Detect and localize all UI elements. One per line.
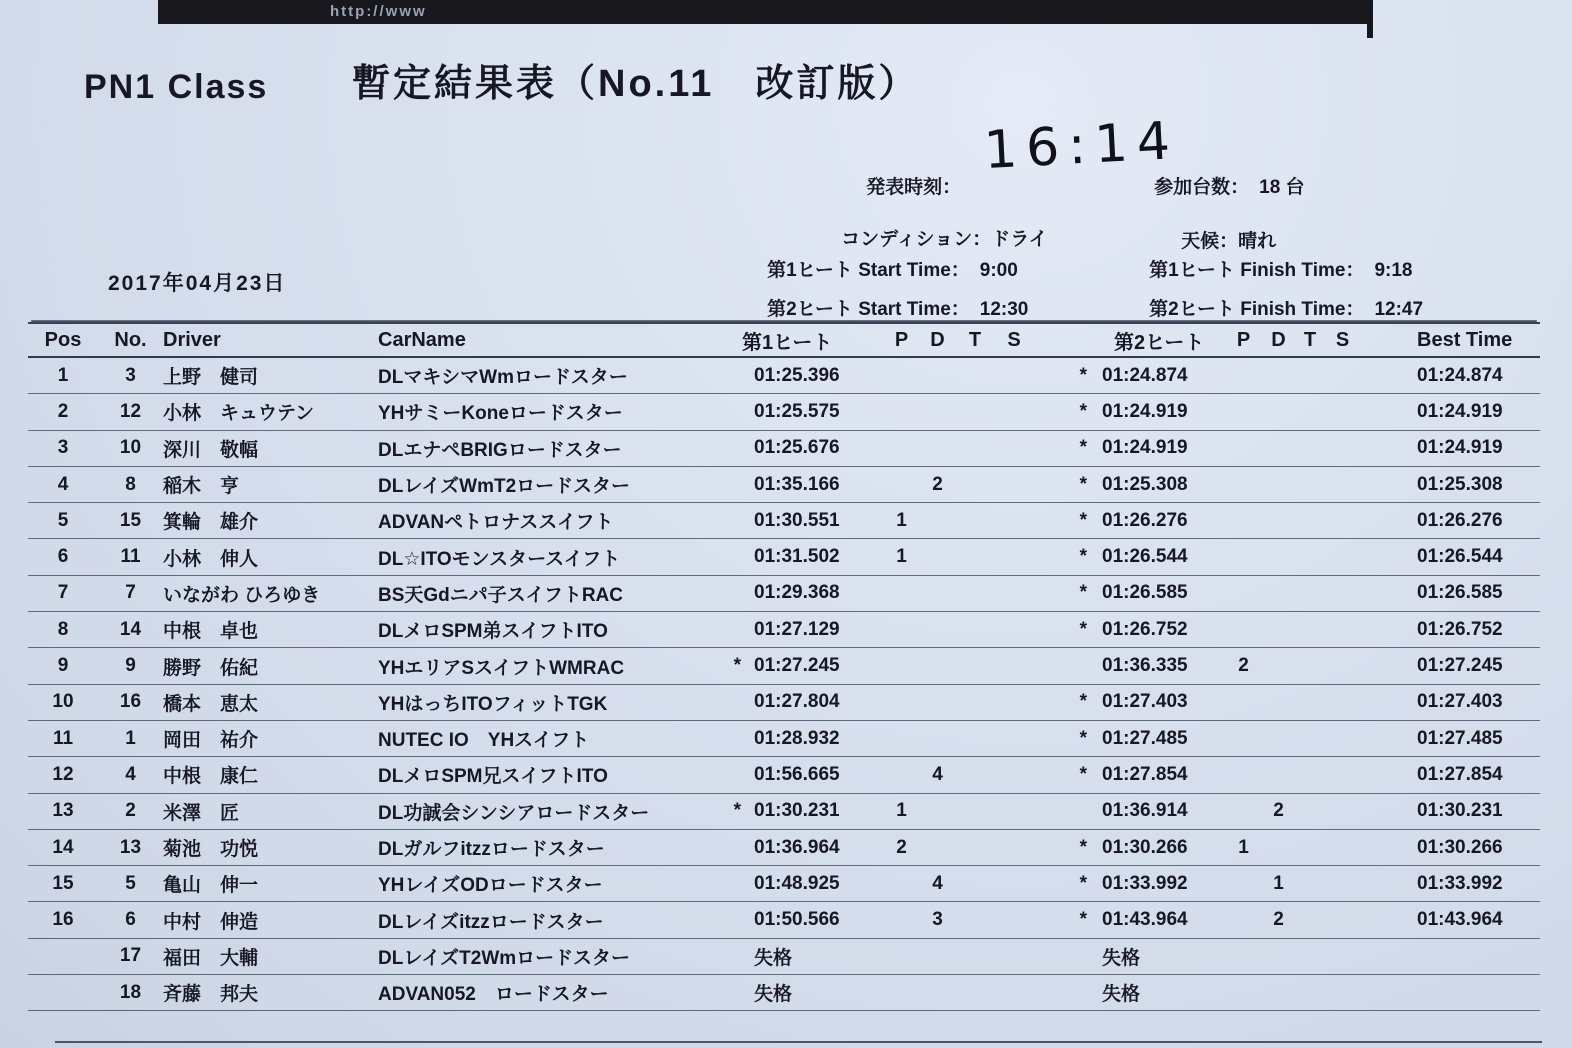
cell-heat1-time: 01:35.166 <box>754 473 840 495</box>
cell-heat2-time: 失格 <box>1102 947 1141 969</box>
cell-pos: 5 <box>57 509 69 531</box>
table-row <box>28 866 1540 902</box>
header-carname: CarName <box>378 328 466 351</box>
cell-heat1-time: 01:30.551 <box>754 509 840 531</box>
cell-driver: 亀山 伸一 <box>163 875 259 897</box>
cell-pos: 8 <box>57 618 69 640</box>
table-row <box>28 576 1540 612</box>
cell-no: 11 <box>120 546 141 568</box>
cell-no: 6 <box>125 909 136 931</box>
cell-pos: 11 <box>52 727 74 749</box>
cell-best-time: 01:26.544 <box>1417 546 1503 568</box>
cell-carname: NUTEC IO YHスイフト <box>378 730 590 752</box>
cell-no: 2 <box>125 800 136 822</box>
header-heat1-p: P <box>894 328 909 351</box>
cell-driver: 斉藤 邦夫 <box>163 984 259 1006</box>
banner-url-text: http://www <box>330 3 427 20</box>
header-no: No. <box>114 328 147 351</box>
cell-heat1-time: 01:28.932 <box>754 727 840 749</box>
heat2-finish-value: 12:47 <box>1374 299 1424 320</box>
cell-heat2-time: 01:33.992 <box>1102 872 1188 894</box>
header-heat1-t: T <box>968 328 982 351</box>
cell-carname: ADVAN052 ロードスター <box>378 984 609 1006</box>
cell-pos: 7 <box>57 582 69 604</box>
heat2-finish-label: 第2ヒート Finish Time： <box>1149 299 1365 320</box>
cell-heat2-best-mark: * <box>1079 582 1087 604</box>
cell-best-time: 01:24.874 <box>1417 364 1503 386</box>
table-row <box>28 902 1540 938</box>
cell-no: 9 <box>125 655 136 677</box>
cell-no: 4 <box>125 763 136 785</box>
table-row <box>28 757 1540 793</box>
cell-driver: いながわ ひろゆき <box>163 584 321 606</box>
cell-carname: DL功誠会シンシアロードスター <box>378 802 650 824</box>
table-row <box>28 358 1540 394</box>
heat1-finish-value: 9:18 <box>1374 260 1413 281</box>
cell-best-time: 01:25.308 <box>1417 473 1503 495</box>
cell-heat2-best-mark: * <box>1079 763 1087 785</box>
cell-heat1-p: 1 <box>896 800 907 822</box>
cell-carname: BS天Gdニパ子スイフトRAC <box>378 584 623 606</box>
page-title: 暫定結果表（No.11 改訂版） <box>352 63 920 105</box>
cell-driver: 中根 康仁 <box>163 766 259 788</box>
cell-heat2-time: 01:26.544 <box>1102 546 1188 568</box>
table-row <box>28 503 1540 539</box>
cell-heat1-time: 01:29.368 <box>754 582 840 604</box>
cell-heat2-best-mark: * <box>1079 618 1087 640</box>
cell-heat2-time: 01:27.485 <box>1102 727 1188 749</box>
cell-no: 5 <box>125 872 136 894</box>
cell-heat1-d: 4 <box>932 872 943 894</box>
cell-carname: DLレイズT2Wmロードスター <box>378 947 630 969</box>
results-rows <box>28 358 1540 1011</box>
cell-driver: 上野 健司 <box>163 367 259 389</box>
cell-carname: YHレイズODロードスター <box>378 875 603 897</box>
cell-carname: DLガルフitzzロードスター <box>378 839 605 860</box>
cell-heat1-d: 4 <box>932 763 943 785</box>
cell-no: 13 <box>119 836 142 858</box>
cell-best-time: 01:27.485 <box>1417 727 1503 749</box>
cell-driver: 菊池 功悦 <box>163 839 259 860</box>
header-heat2-s: S <box>1335 328 1350 351</box>
cell-best-time: 01:26.276 <box>1417 509 1503 531</box>
cell-heat2-time: 01:25.308 <box>1102 473 1188 495</box>
cell-heat2-best-mark: * <box>1079 727 1087 749</box>
cell-heat2-best-mark: * <box>1079 909 1087 931</box>
cell-no: 7 <box>125 582 136 604</box>
cell-best-time: 01:24.919 <box>1417 400 1503 422</box>
cell-heat2-time: 01:24.919 <box>1102 437 1188 459</box>
cell-driver: 深川 敬幅 <box>163 439 259 461</box>
table-row <box>28 394 1540 430</box>
cell-pos: 4 <box>57 473 69 495</box>
cell-heat1-time: 01:25.676 <box>754 437 840 459</box>
header-heat1: 第1ヒート <box>742 331 833 354</box>
cell-pos: 2 <box>57 400 69 422</box>
condition-value: ドライ <box>991 229 1048 250</box>
header-heat2-t: T <box>1303 328 1317 351</box>
entries-value: 18 台 <box>1259 177 1305 198</box>
cell-carname: DLメロSPM弟スイフトITO <box>378 621 608 643</box>
cell-heat2-d: 2 <box>1273 909 1284 931</box>
table-header-row <box>28 324 1540 358</box>
cell-heat1-time: 失格 <box>754 984 793 1006</box>
cell-best-time: 01:26.752 <box>1417 618 1503 640</box>
heat1-finish-label: 第1ヒート Finish Time： <box>1149 260 1365 281</box>
cell-heat2-time: 01:26.276 <box>1102 509 1188 531</box>
table-row <box>28 431 1540 467</box>
cell-heat2-time: 01:26.585 <box>1102 582 1188 604</box>
cell-driver: 米澤 匠 <box>163 802 240 824</box>
cell-driver: 橋本 恵太 <box>163 693 259 715</box>
table-row <box>28 648 1540 684</box>
weather-value: 晴れ <box>1238 231 1277 252</box>
cell-pos: 3 <box>57 437 69 459</box>
cell-heat2-time: 01:36.914 <box>1102 800 1188 822</box>
cell-carname: ADVANペトロナススイフト <box>378 512 614 534</box>
cell-best-time: 01:27.854 <box>1417 763 1503 785</box>
cell-carname: DLメロSPM兄スイフトITO <box>378 766 608 788</box>
cell-pos: 12 <box>52 763 74 785</box>
cell-heat1-time: 失格 <box>754 947 793 969</box>
cell-best-time: 01:43.964 <box>1417 909 1503 931</box>
cell-heat2-time: 01:30.266 <box>1102 836 1188 858</box>
cell-no: 12 <box>119 400 142 422</box>
cell-heat2-time: 01:24.874 <box>1102 364 1188 386</box>
cell-no: 18 <box>119 981 142 1003</box>
cell-carname: DL☆ITOモンスタースイフト <box>378 548 621 570</box>
header-driver: Driver <box>163 328 221 351</box>
table-row <box>28 539 1540 575</box>
table-row <box>28 612 1540 648</box>
cell-heat2-time: 01:27.854 <box>1102 763 1188 785</box>
condition-label: コンディション： <box>841 229 992 250</box>
cell-heat1-d: 3 <box>932 909 943 931</box>
cell-best-time: 01:24.919 <box>1417 437 1503 459</box>
cell-heat1-time: 01:48.925 <box>754 872 840 894</box>
cell-heat1-time: 01:27.804 <box>754 691 840 713</box>
cell-heat1-time: 01:25.396 <box>754 364 840 386</box>
cell-heat2-best-mark: * <box>1079 509 1087 531</box>
cell-heat1-best-mark: * <box>733 800 741 822</box>
cell-heat1-time: 01:25.575 <box>754 400 840 422</box>
cell-pos: 16 <box>52 909 74 931</box>
cell-carname: DLエナペBRIGロードスター <box>378 439 622 461</box>
cell-pos: 1 <box>57 364 69 386</box>
cell-pos: 15 <box>52 872 74 894</box>
cell-driver: 岡田 祐介 <box>163 730 259 752</box>
weather-label: 天候： <box>1181 231 1239 252</box>
cell-heat2-d: 1 <box>1273 872 1284 894</box>
cell-pos: 9 <box>57 655 69 677</box>
cell-best-time: 01:27.403 <box>1417 691 1503 713</box>
cell-heat1-best-mark: * <box>733 655 741 677</box>
cell-heat2-best-mark: * <box>1079 473 1087 495</box>
announce-time-handwritten: 16:14 <box>982 110 1181 182</box>
heat2-start-label: 第2ヒート Start Time： <box>767 299 970 320</box>
header-heat2-d: D <box>1271 328 1286 351</box>
cell-heat2-time: 失格 <box>1102 984 1141 1006</box>
table-row <box>28 939 1540 975</box>
heat1-start-label: 第1ヒート Start Time： <box>767 260 970 281</box>
cell-no: 1 <box>125 727 136 749</box>
cell-no: 17 <box>119 945 142 967</box>
cell-heat1-p: 1 <box>896 509 907 531</box>
table-row <box>28 467 1540 503</box>
cell-best-time: 01:27.245 <box>1417 655 1503 677</box>
event-date: 2017年04月23日 <box>108 272 287 295</box>
header-pos: Pos <box>44 328 82 351</box>
cell-driver: 勝野 佑紀 <box>163 657 259 679</box>
cell-carname: DLマキシマWmロードスター <box>378 367 628 389</box>
cell-driver: 中根 卓也 <box>163 621 259 643</box>
header-heat1-s: S <box>1007 328 1021 351</box>
cell-pos: 13 <box>52 800 74 822</box>
cell-best-time: 01:30.266 <box>1417 836 1503 858</box>
header-heat1-d: D <box>930 328 945 351</box>
cell-driver: 福田 大輔 <box>163 947 259 969</box>
cell-pos: 6 <box>57 546 69 568</box>
cell-heat2-p: 1 <box>1238 836 1249 858</box>
table-row <box>28 830 1540 866</box>
cell-heat1-time: 01:27.245 <box>754 655 840 677</box>
table-row <box>28 721 1540 757</box>
announce-time-label: 発表時刻： <box>866 177 962 198</box>
cell-no: 16 <box>119 691 142 713</box>
cell-driver: 稲木 亨 <box>163 476 240 498</box>
cell-best-time: 01:30.231 <box>1417 800 1503 822</box>
cell-best-time: 01:26.585 <box>1417 582 1503 604</box>
cell-heat2-time: 01:24.919 <box>1102 400 1188 422</box>
cell-best-time: 01:33.992 <box>1417 872 1503 894</box>
cell-heat2-best-mark: * <box>1079 400 1087 422</box>
cell-heat1-time: 01:56.665 <box>754 763 840 785</box>
heat2-start-value: 12:30 <box>979 299 1029 320</box>
cell-heat1-p: 1 <box>896 546 907 568</box>
cutoff-header-banner <box>158 0 1370 24</box>
cell-heat2-best-mark: * <box>1079 364 1087 386</box>
cell-carname: YHはっちITOフィットTGK <box>378 693 608 715</box>
cell-heat1-time: 01:50.566 <box>754 909 840 931</box>
cell-driver: 小林 伸人 <box>163 548 259 570</box>
table-row <box>28 794 1540 830</box>
cell-no: 15 <box>119 509 142 531</box>
cell-heat1-time: 01:27.129 <box>754 618 840 640</box>
header-best-time: Best Time <box>1417 328 1513 351</box>
cell-driver: 箕輪 雄介 <box>163 512 259 534</box>
header-heat2-p: P <box>1236 328 1251 351</box>
cell-heat2-time: 01:36.335 <box>1102 655 1188 677</box>
results-table <box>28 322 1540 1011</box>
cell-pos: 10 <box>52 691 74 713</box>
entries-label: 参加台数： <box>1154 177 1250 198</box>
cell-heat2-time: 01:26.752 <box>1102 618 1188 640</box>
cell-heat2-best-mark: * <box>1079 836 1087 858</box>
cell-heat2-best-mark: * <box>1079 437 1087 459</box>
cell-no: 14 <box>119 618 142 640</box>
cell-heat2-p: 2 <box>1238 655 1249 677</box>
cell-heat2-time: 01:43.964 <box>1102 909 1188 931</box>
cell-heat1-d: 2 <box>932 473 943 495</box>
cell-carname: YHサミーKoneロードスター <box>378 403 623 425</box>
table-row <box>28 685 1540 721</box>
cell-driver: 中村 伸造 <box>163 911 259 933</box>
header-heat2: 第2ヒート <box>1114 331 1205 354</box>
cell-heat1-time: 01:31.502 <box>754 546 840 568</box>
table-row <box>28 975 1540 1011</box>
cell-heat2-d: 2 <box>1273 800 1284 822</box>
cell-no: 8 <box>125 473 136 495</box>
cell-heat2-best-mark: * <box>1079 546 1087 568</box>
cell-heat2-best-mark: * <box>1079 691 1087 713</box>
cell-driver: 小林 キュウテン <box>163 403 315 425</box>
heat1-start-value: 9:00 <box>979 260 1018 281</box>
cell-carname: DLレイズitzzロードスター <box>378 911 604 933</box>
cell-carname: YHエリアSスイフトWMRAC <box>378 657 625 679</box>
cell-pos: 14 <box>52 836 74 858</box>
cell-carname: DLレイズWmT2ロードスター <box>378 476 630 498</box>
cell-no: 10 <box>119 437 142 459</box>
cell-heat2-best-mark: * <box>1079 872 1087 894</box>
cell-no: 3 <box>125 364 136 386</box>
cell-heat1-p: 2 <box>896 836 907 858</box>
bottom-edge-line <box>55 1041 1542 1043</box>
cell-heat1-time: 01:36.964 <box>754 836 840 858</box>
cell-heat1-time: 01:30.231 <box>754 800 840 822</box>
class-label: PN1 Class <box>84 68 269 106</box>
cell-heat2-time: 01:27.403 <box>1102 691 1188 713</box>
